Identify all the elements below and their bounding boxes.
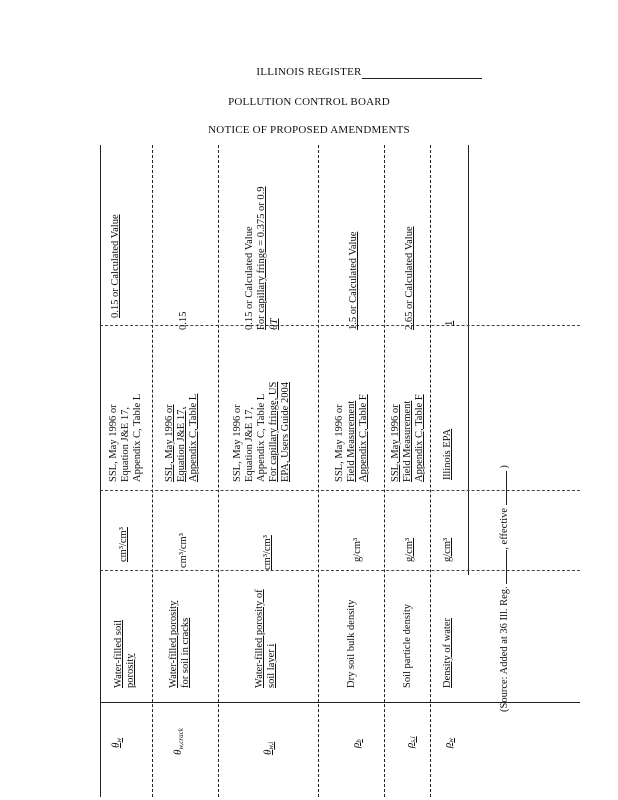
board-title: POLLUTION CONTROL BOARD [228,96,390,108]
row3-symbol: $\theta_{w,i}$ [262,741,275,755]
row4-units: g/cm³ [352,537,363,562]
table-border-left [100,145,101,797]
row6-symbol: $\rho_w$ [442,738,455,748]
row1-symbol: $\theta_w$ [110,737,123,748]
row6-value: 1 [444,320,455,326]
register-page-blank [497,550,507,584]
row4-symbol: $\rho_b$ [350,739,363,748]
source-note: (Source: Added at 36 Ill. Reg. , effective ) [499,465,510,712]
row-separator [430,145,431,797]
row5-description: Soil particle density [402,604,413,688]
row4-value: 1.5 or Calculated Value [348,231,359,330]
row2-symbol: $\theta_{w,crack}$ [172,728,185,755]
notice-title: NOTICE OF PROPOSED AMENDMENTS [208,124,410,136]
row6-description: Density of water [442,618,453,688]
row2-description: Water-filled porosity for soil in cracks [168,600,191,688]
column-separator [100,325,580,326]
row3-source: SSL, May 1996 or Equation J&E 17, Appendix C, Table L For capillary fringe, US EPA, Users Guide 2004 [232,381,291,482]
effective-date-blank [497,471,507,505]
row1-description: Water-filled soil porosity [113,619,136,688]
row1-source: SSL, May 1996 or Equation J&E 17, Appendix C, Table L [108,393,143,482]
row3-description: Water-filled porosity of soil layer i [254,589,277,688]
row4-source: SSL, May 1996 or Field Measurement Appendix C, Table F [334,394,369,482]
row-separator [152,145,153,797]
row-separator [384,145,385,797]
row6-source: Illinois EPA [442,428,453,480]
row1-value: 0.15 or Calculated Value [110,214,121,318]
row1-units: cm³/cm³ [118,527,129,562]
row2-units: cm³/cm³ [178,533,189,568]
row5-source: SSL, May 1996 or Field Measurement Appendix C, Table F [390,394,425,482]
row4-description: Dry soil bulk density [346,599,357,688]
row-separator [218,145,219,797]
row3-units: cm³/cm³ [262,535,273,570]
row5-units: g/cm³ [404,537,415,562]
row2-value: 0.15 [178,311,189,330]
row2-source: SSL, May 1996 or Equation J&E 17, Appendix C, Table L [164,393,199,482]
table-border-right [468,145,469,575]
row6-units: g/cm³ [442,537,453,562]
row-separator [318,145,319,797]
register-title: ILLINOIS REGISTER [256,66,362,78]
row3-value: 0.15 or Calculated Value For capillary fringe = 0.375 or 0.9 θT [244,186,280,330]
row5-value: 2.65 or Calculated Value [404,226,415,330]
row5-symbol: $\rho_{s,i}$ [404,736,417,748]
